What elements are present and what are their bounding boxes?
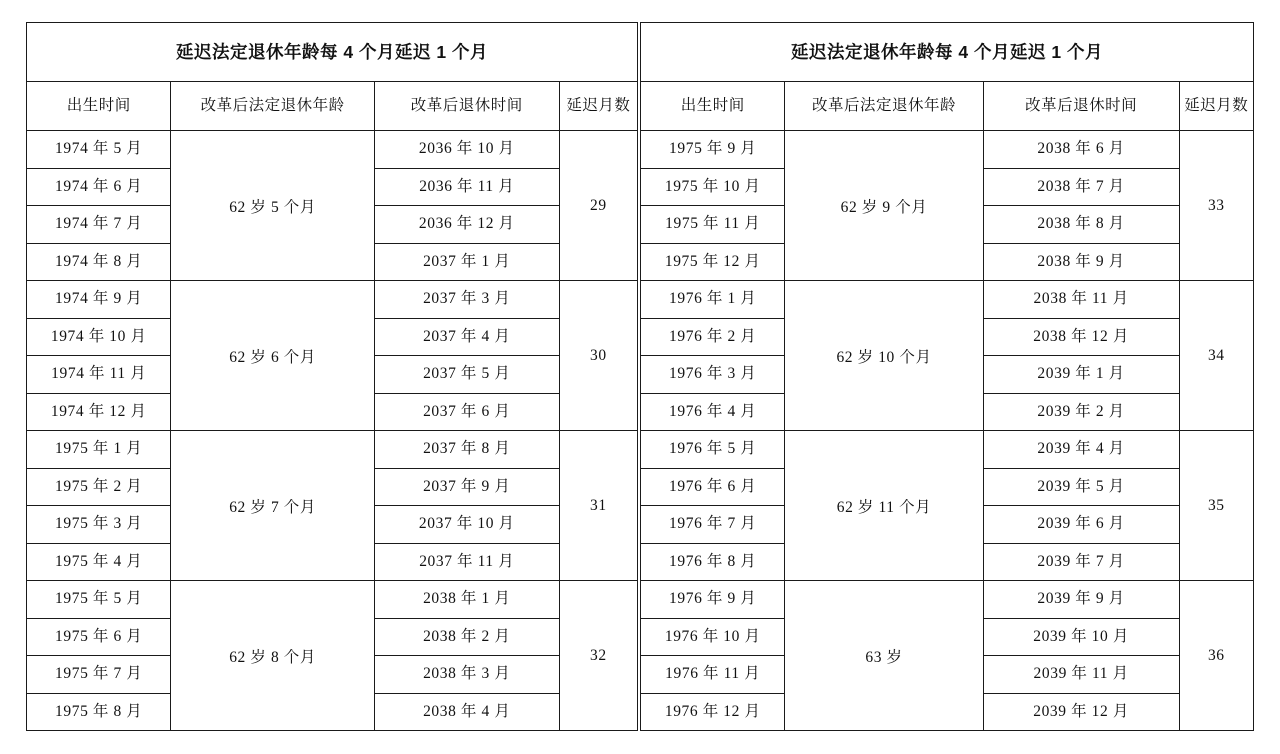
table-title: 延迟法定退休年龄每 4 个月延迟 1 个月 [641,23,1254,82]
cell-retire-date: 2039 年 6 月 [983,506,1179,544]
cell-birth: 1974 年 6 月 [27,168,171,206]
cell-birth: 1976 年 9 月 [641,581,785,619]
cell-delay-months: 36 [1179,581,1253,731]
cell-legal-age: 62 岁 11 个月 [785,431,983,581]
cell-birth: 1975 年 10 月 [641,168,785,206]
cell-retire-date: 2039 年 7 月 [983,543,1179,581]
cell-birth: 1976 年 4 月 [641,393,785,431]
cell-birth: 1976 年 3 月 [641,356,785,394]
retirement-table-right [640,22,1254,731]
cell-birth: 1975 年 5 月 [27,581,171,619]
cell-birth: 1975 年 1 月 [27,431,171,469]
table-title-row [641,23,1254,82]
cell-retire-date: 2037 年 10 月 [374,506,559,544]
cell-retire-date: 2038 年 12 月 [983,318,1179,356]
table-row [27,431,638,469]
cell-legal-age: 62 岁 5 个月 [171,131,374,281]
cell-retire-date: 2038 年 1 月 [374,581,559,619]
table-row [641,281,1254,319]
cell-birth: 1976 年 8 月 [641,543,785,581]
cell-retire-date: 2038 年 3 月 [374,656,559,694]
cell-delay-months: 31 [559,431,637,581]
cell-birth: 1975 年 3 月 [27,506,171,544]
table-row [27,131,638,169]
cell-birth: 1974 年 10 月 [27,318,171,356]
cell-retire-date: 2039 年 2 月 [983,393,1179,431]
cell-retire-date: 2038 年 8 月 [983,206,1179,244]
cell-retire-date: 2037 年 9 月 [374,468,559,506]
cell-retire-date: 2039 年 9 月 [983,581,1179,619]
cell-birth: 1975 年 11 月 [641,206,785,244]
cell-delay-months: 35 [1179,431,1253,581]
cell-retire-date: 2037 年 11 月 [374,543,559,581]
cell-birth: 1975 年 8 月 [27,693,171,731]
cell-delay-months: 29 [559,131,637,281]
column-header-delay-months: 延迟月数 [1179,82,1253,131]
column-header-legal-age: 改革后法定退休年龄 [785,82,983,131]
table-header-row [641,82,1254,131]
cell-birth: 1975 年 6 月 [27,618,171,656]
cell-birth: 1974 年 11 月 [27,356,171,394]
cell-retire-date: 2038 年 11 月 [983,281,1179,319]
cell-birth: 1974 年 7 月 [27,206,171,244]
cell-birth: 1974 年 8 月 [27,243,171,281]
cell-birth: 1975 年 7 月 [27,656,171,694]
column-header-delay-months: 延迟月数 [559,82,637,131]
cell-birth: 1974 年 9 月 [27,281,171,319]
cell-birth: 1975 年 2 月 [27,468,171,506]
cell-retire-date: 2039 年 10 月 [983,618,1179,656]
cell-birth: 1975 年 9 月 [641,131,785,169]
retirement-table-left [26,22,638,731]
cell-birth: 1974 年 12 月 [27,393,171,431]
cell-retire-date: 2037 年 8 月 [374,431,559,469]
column-header-retire-date: 改革后退休时间 [374,82,559,131]
cell-retire-date: 2037 年 1 月 [374,243,559,281]
cell-birth: 1976 年 1 月 [641,281,785,319]
cell-retire-date: 2037 年 3 月 [374,281,559,319]
cell-legal-age: 62 岁 10 个月 [785,281,983,431]
cell-delay-months: 34 [1179,281,1253,431]
cell-retire-date: 2039 年 5 月 [983,468,1179,506]
table-title: 延迟法定退休年龄每 4 个月延迟 1 个月 [27,23,638,82]
cell-retire-date: 2038 年 2 月 [374,618,559,656]
table-row [641,131,1254,169]
cell-retire-date: 2039 年 11 月 [983,656,1179,694]
cell-legal-age: 62 岁 8 个月 [171,581,374,731]
cell-retire-date: 2039 年 1 月 [983,356,1179,394]
cell-retire-date: 2037 年 6 月 [374,393,559,431]
table-row [27,581,638,619]
cell-delay-months: 32 [559,581,637,731]
table-row [27,281,638,319]
cell-birth: 1976 年 5 月 [641,431,785,469]
table-row [641,581,1254,619]
retirement-schedule-tables [26,22,1254,731]
cell-birth: 1976 年 10 月 [641,618,785,656]
cell-legal-age: 62 岁 9 个月 [785,131,983,281]
cell-retire-date: 2036 年 11 月 [374,168,559,206]
cell-legal-age: 62 岁 7 个月 [171,431,374,581]
cell-delay-months: 33 [1179,131,1253,281]
cell-legal-age: 62 岁 6 个月 [171,281,374,431]
cell-retire-date: 2036 年 12 月 [374,206,559,244]
cell-retire-date: 2039 年 12 月 [983,693,1179,731]
cell-legal-age: 63 岁 [785,581,983,731]
column-header-birth: 出生时间 [641,82,785,131]
cell-birth: 1976 年 6 月 [641,468,785,506]
column-header-legal-age: 改革后法定退休年龄 [171,82,374,131]
column-header-birth: 出生时间 [27,82,171,131]
cell-birth: 1976 年 12 月 [641,693,785,731]
column-header-retire-date: 改革后退休时间 [983,82,1179,131]
table-row [641,431,1254,469]
cell-birth: 1975 年 12 月 [641,243,785,281]
cell-birth: 1976 年 2 月 [641,318,785,356]
cell-retire-date: 2038 年 7 月 [983,168,1179,206]
cell-retire-date: 2037 年 5 月 [374,356,559,394]
table-title-row [27,23,638,82]
cell-retire-date: 2037 年 4 月 [374,318,559,356]
cell-birth: 1974 年 5 月 [27,131,171,169]
cell-birth: 1976 年 7 月 [641,506,785,544]
cell-retire-date: 2038 年 4 月 [374,693,559,731]
cell-retire-date: 2038 年 6 月 [983,131,1179,169]
table-header-row [27,82,638,131]
cell-retire-date: 2036 年 10 月 [374,131,559,169]
cell-birth: 1975 年 4 月 [27,543,171,581]
cell-retire-date: 2038 年 9 月 [983,243,1179,281]
cell-birth: 1976 年 11 月 [641,656,785,694]
cell-delay-months: 30 [559,281,637,431]
cell-retire-date: 2039 年 4 月 [983,431,1179,469]
